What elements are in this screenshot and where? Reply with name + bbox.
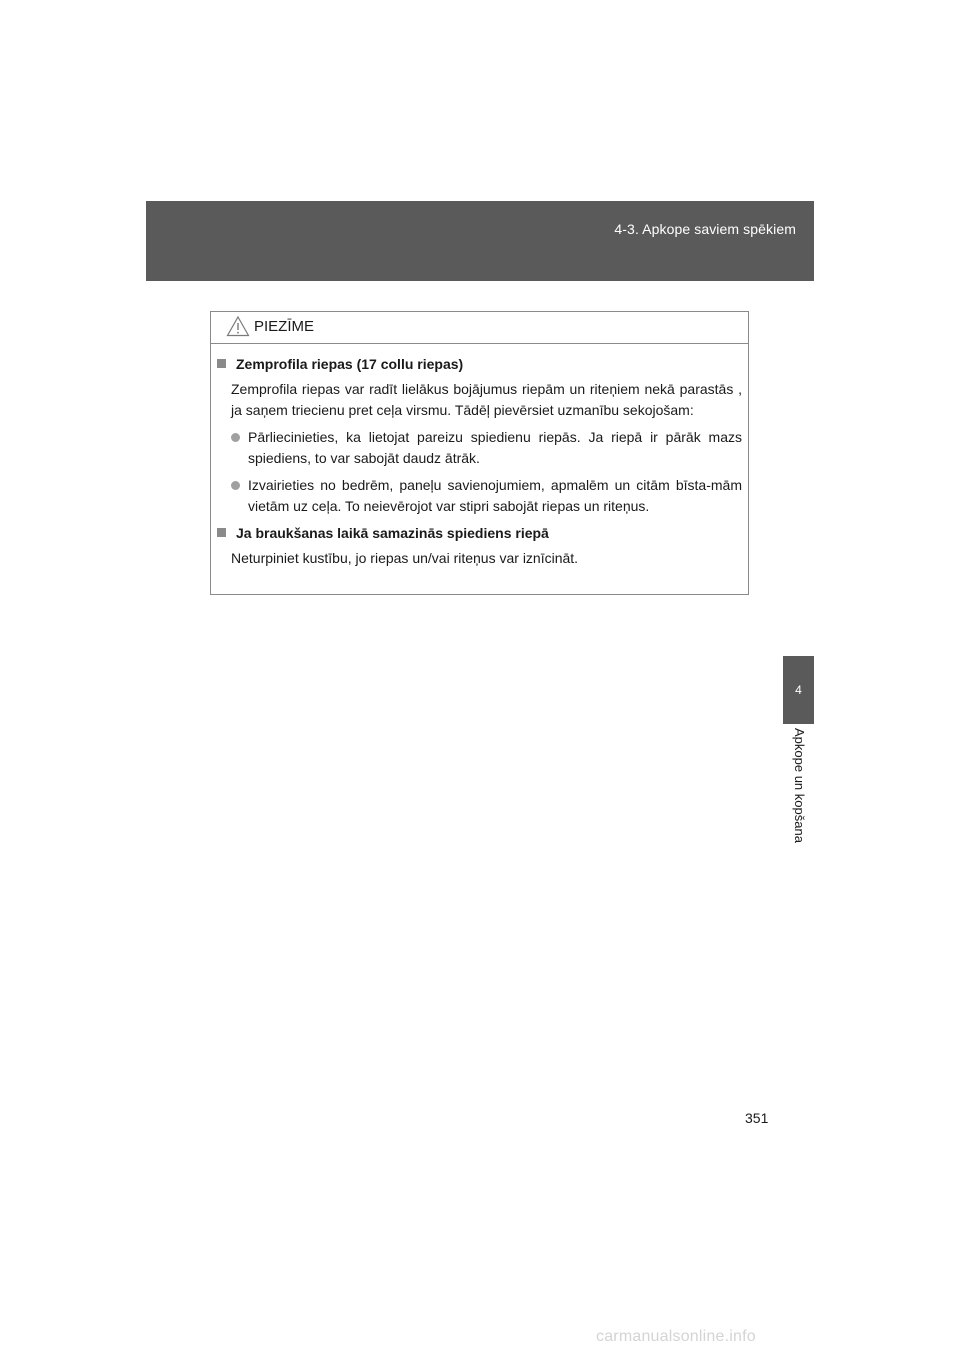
header-band <box>146 201 814 281</box>
notice-body <box>211 344 748 569</box>
notice-title: PIEZĪME <box>254 318 315 335</box>
notice-header <box>211 312 748 344</box>
list-item <box>231 475 742 517</box>
list-item-text: Pārliecinieties, ka lietojat pareizu spiedienu riepās. Ja riepā ir pārāk mazs spiediens, to var sabojāt daudz ātrāk. <box>248 429 742 466</box>
square-bullet-icon <box>217 528 226 537</box>
chapter-tab-label: Apkope un kopšana <box>791 728 807 843</box>
list-item <box>231 427 742 469</box>
heading-text: Zemprofila riepas (17 collu riepas) <box>236 356 464 372</box>
chapter-tab-title <box>783 724 814 874</box>
notice-box <box>210 311 749 595</box>
paragraph: Zemprofila riepas var radīt lielākus bojājumus riepām un riteņiem nekā parastās , ja saņem triecienu pret ceļa virsmu. Tādēļ pievērsiet uzmanību sekojošam: <box>231 381 742 418</box>
circle-bullet-icon <box>231 481 240 490</box>
section-heading <box>217 354 742 375</box>
page-number: 351 <box>745 1110 769 1126</box>
section-heading <box>217 523 742 544</box>
watermark: carmanualsonline.info <box>596 1328 756 1345</box>
section-title: 4-3. Apkope saviem spēkiem <box>614 221 796 237</box>
list-item-text: Izvairieties no bedrēm, paneļu savienojumiem, apmalēm un citām bīsta-mām vietām uz ceļa. To neievērojot var stipri sabojāt riepas un riteņus. <box>248 477 742 514</box>
square-bullet-icon <box>217 359 226 368</box>
warning-triangle-icon <box>226 315 250 337</box>
heading-text: Ja braukšanas laikā samazinās spiediens riepā <box>236 525 549 541</box>
paragraph: Neturpiniet kustību, jo riepas un/vai riteņus var iznīcināt. <box>231 550 579 566</box>
chapter-tab-number: 4 <box>783 656 814 724</box>
circle-bullet-icon <box>231 433 240 442</box>
